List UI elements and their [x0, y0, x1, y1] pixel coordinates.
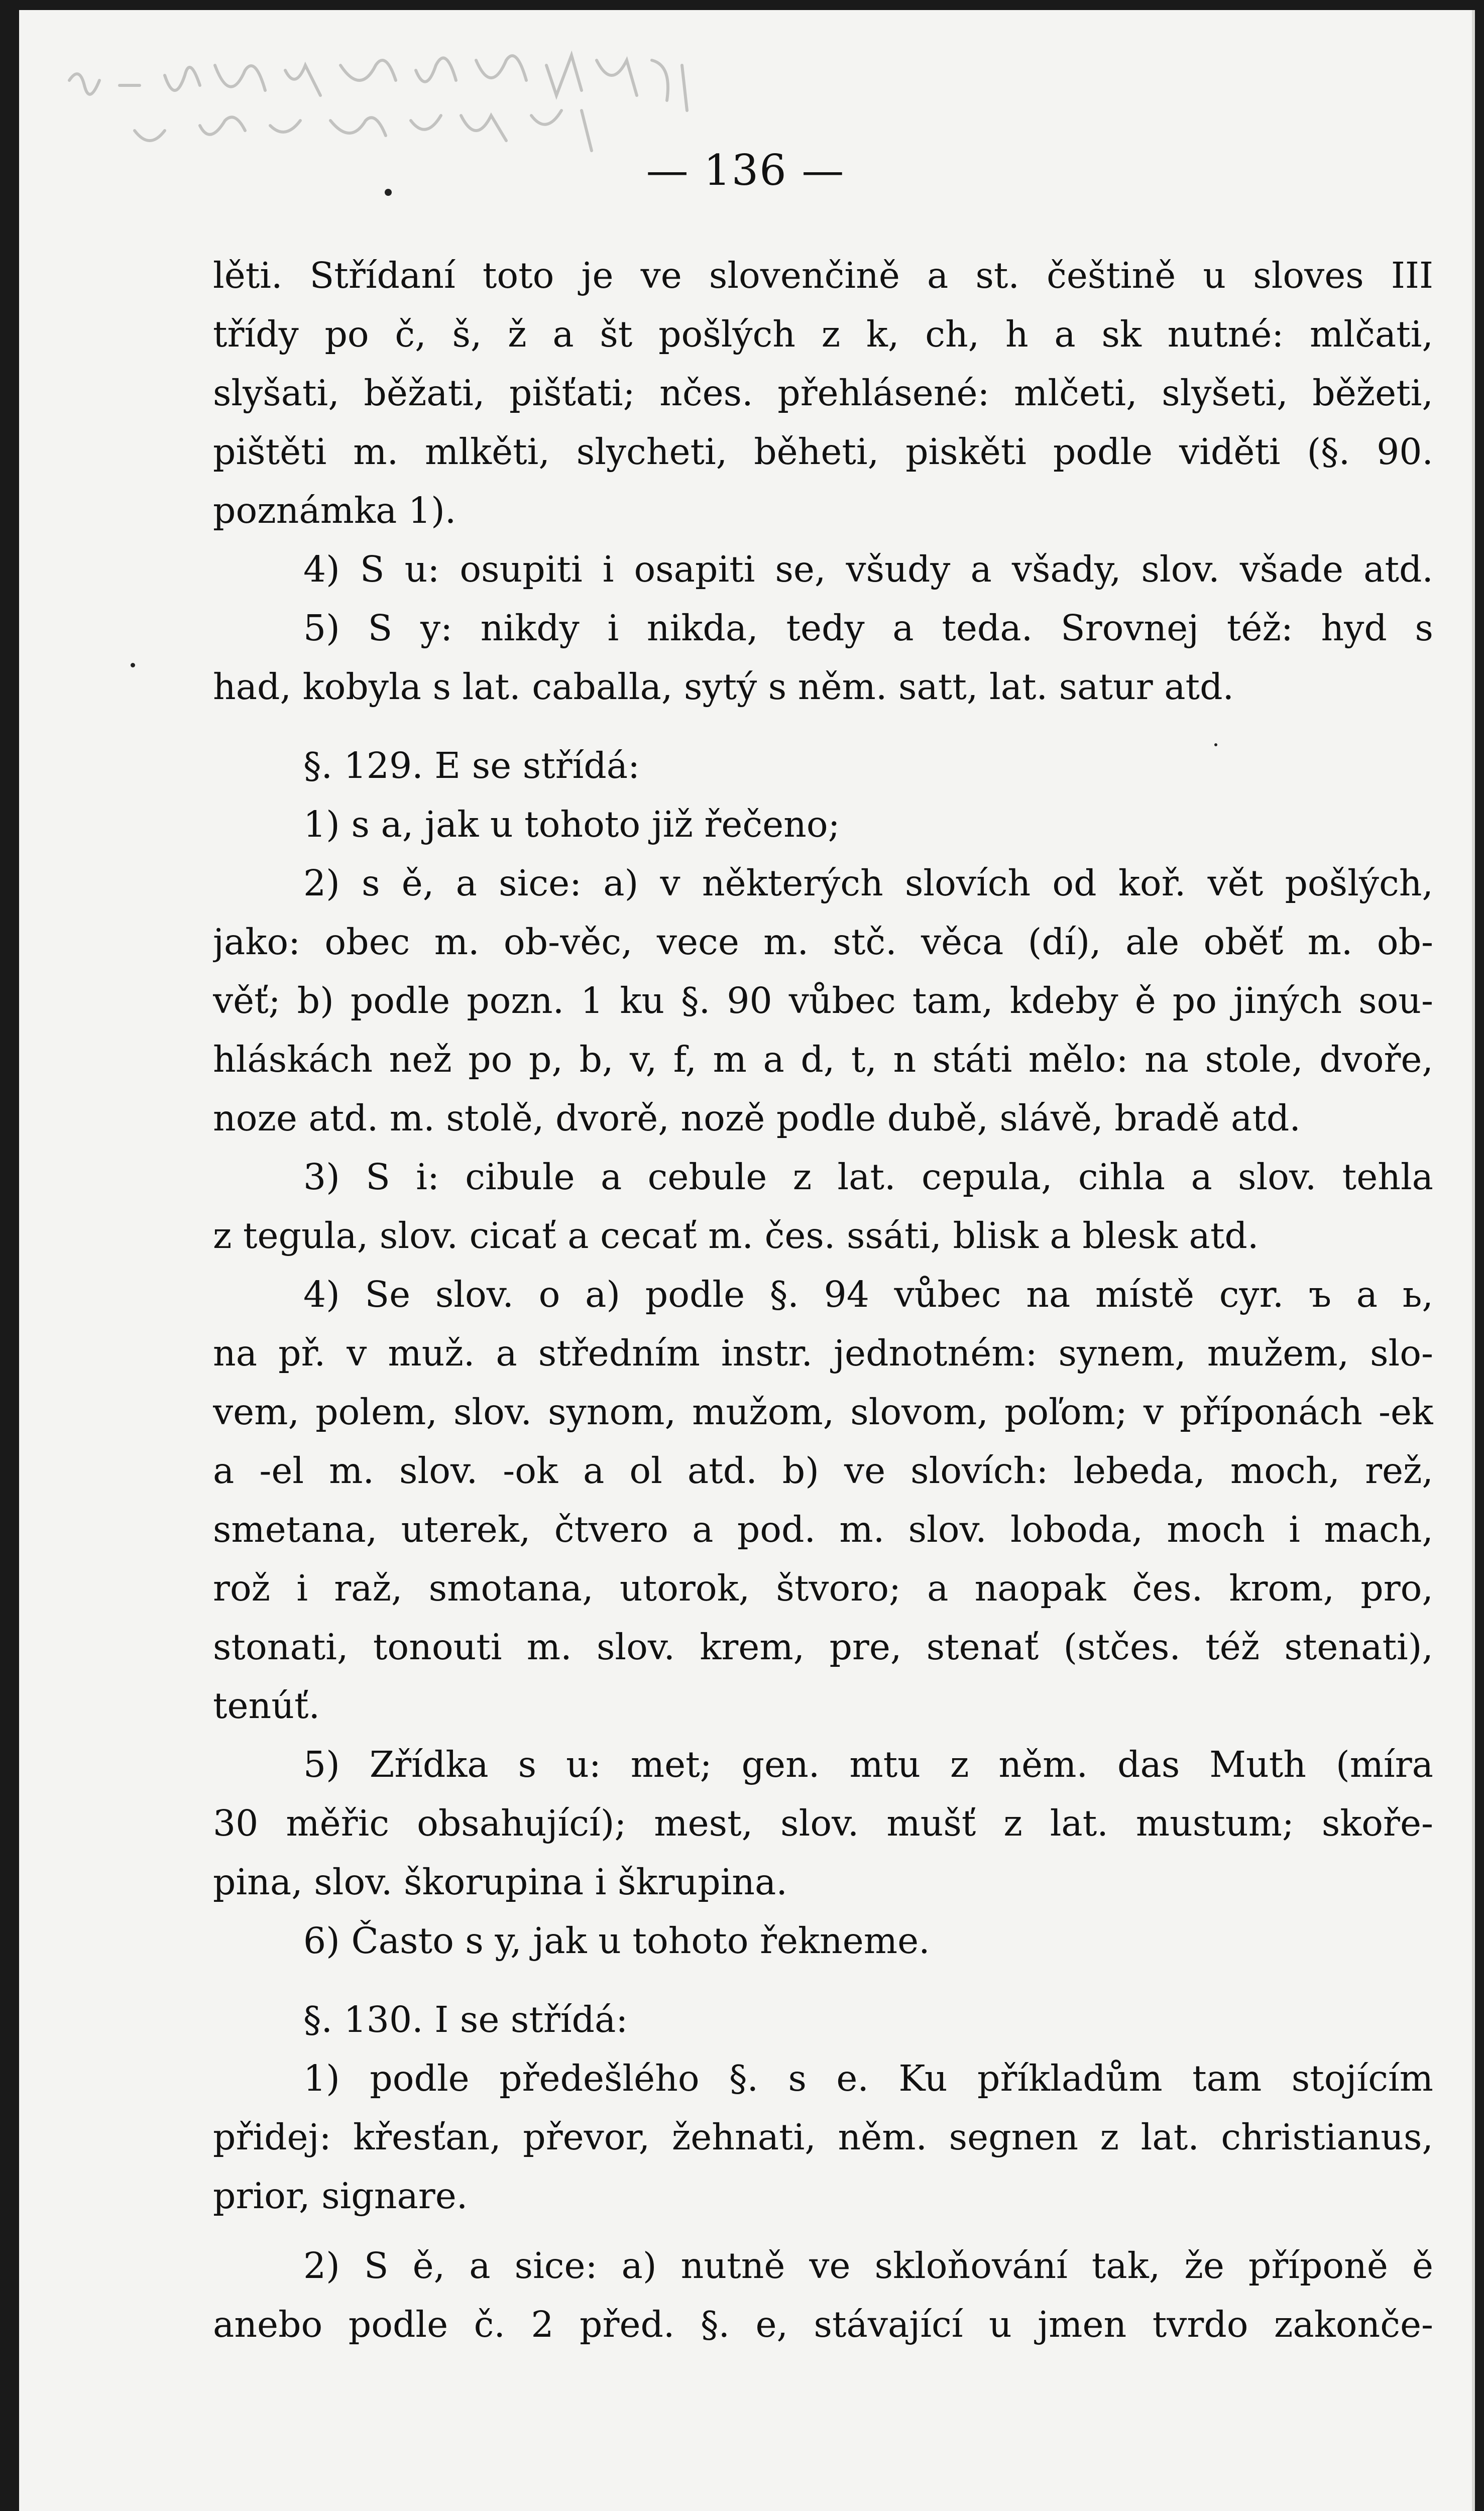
text-line: z tegula, slov. cicať a cecať m. čes. ssáti, blisk a blesk atd.: [213, 1215, 1259, 1257]
text-line: had, kobyla s lat. caballa, sytý s něm. satt, lat. satur atd.: [213, 666, 1234, 708]
text-line: 3) S i: cibule a cebule z lat. cepula, cihla a slov. tehla: [303, 1156, 1433, 1198]
text-line: 6) Často s y, jak u tohoto řekneme.: [303, 1920, 930, 1962]
body-text: [213, 246, 1433, 2354]
section-heading: §. 129. E se střídá:: [303, 745, 640, 786]
ink-dot: [131, 663, 135, 667]
text-line: lěti. Střídaní toto je ve slovenčině a st. češtině u sloves III: [213, 255, 1433, 296]
text-line: 2) S ě, a sice: a) nutně ve skloňování tak, že příponě ě: [303, 2245, 1433, 2287]
text-line: stonati, tonouti m. slov. krem, pre, stenať (stčes. též stenati),: [213, 1626, 1433, 1668]
text-line: anebo podle č. 2 před. §. e, stávající u jmen tvrdo zakonče-: [213, 2304, 1433, 2345]
text-line: jako: obec m. ob-věc, vece m. stč. věca (dí), ale oběť m. ob-: [213, 921, 1433, 963]
text-line: 5) S y: nikdy i nikda, tedy a teda. Srovnej též: hyd s: [303, 607, 1433, 649]
text-line: noze atd. m. stolě, dvorě, nozě podle dubě, slávě, bradě atd.: [213, 1097, 1301, 1139]
text-line: 30 měřic obsahující); mest, slov. mušť z lat. mustum; skoře-: [213, 1802, 1433, 1844]
text-line: 1) podle předešlého §. s e. Ku příkladům tam stojícím: [303, 2058, 1433, 2099]
text-line: 1) s a, jak u tohoto již řečeno;: [303, 804, 840, 845]
text-line: hláskách než po p, b, v, f, m a d, t, n státi mělo: na stole, dvoře,: [213, 1039, 1433, 1080]
text-line: 5) Zřídka s u: met; gen. mtu z něm. das Muth (míra: [303, 1744, 1433, 1785]
book-page: [19, 10, 1475, 2511]
page-number: — 136 —: [646, 146, 845, 195]
text-line: pištěti m. mlkěti, slycheti, běheti, piskěti podle viděti (§. 90.: [213, 431, 1433, 473]
section-heading: §. 130. I se střídá:: [303, 1999, 628, 2040]
text-line: vem, polem, slov. synom, mužom, slovom, poľom; v příponách -ek: [213, 1391, 1433, 1433]
text-line: 4) S u: osupiti i osapiti se, všudy a všady, slov. všade atd.: [303, 548, 1433, 590]
text-line: prior, signare.: [213, 2175, 468, 2217]
text-line: poznámka 1).: [213, 490, 456, 531]
text-line: 2) s ě, a sice: a) v některých slovích od koř. vět pošlých,: [303, 862, 1433, 904]
text-line: smetana, uterek, čtvero a pod. m. slov. loboda, moch i mach,: [213, 1509, 1433, 1550]
text-line: tenúť.: [213, 1685, 320, 1727]
text-line: přidej: křesťan, převor, žehnati, něm. segnen z lat. christianus,: [213, 2116, 1433, 2158]
text-line: a -el m. slov. -ok a ol atd. b) ve slovích: lebeda, moch, rež,: [213, 1450, 1433, 1492]
text-line: věť; b) podle pozn. 1 ku §. 90 vůbec tam, kdeby ě po jiných sou-: [213, 980, 1433, 1021]
text-line: rož i raž, smotana, utorok, štvoro; a naopak čes. krom, pro,: [213, 1567, 1433, 1609]
text-line: 4) Se slov. o a) podle §. 94 vůbec na místě cyr. ъ a ь,: [303, 1274, 1433, 1315]
text-line: slyšati, běžati, pišťati; nčes. přehlásené: mlčeti, slyšeti, běžeti,: [213, 372, 1433, 414]
text-line: pina, slov. škorupina i škrupina.: [213, 1861, 787, 1903]
text-line: třídy po č, š, ž a št pošlých z k, ch, h a sk nutné: mlčati,: [213, 313, 1433, 355]
text-line: na př. v muž. a středním instr. jednotném: synem, mužem, slo-: [213, 1332, 1433, 1374]
